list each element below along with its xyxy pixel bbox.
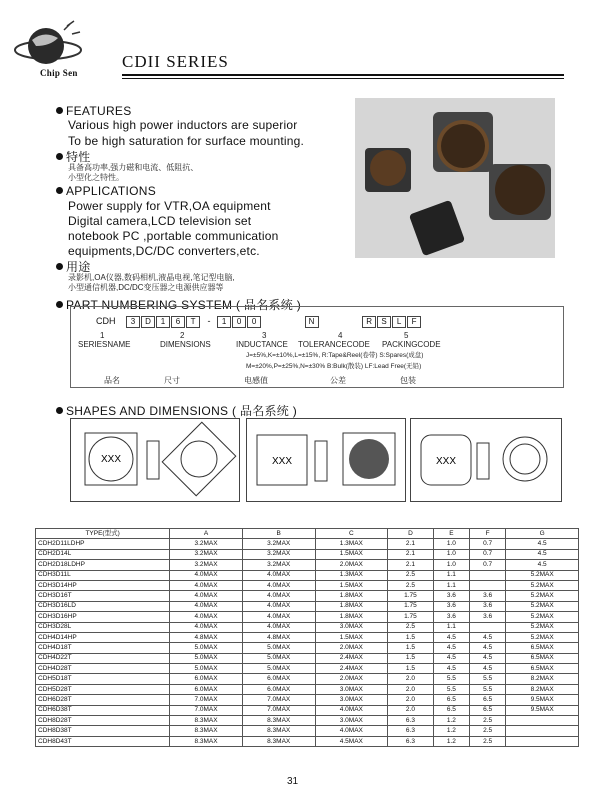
table-row [36,664,579,674]
table-row [36,716,579,726]
spec-table [35,528,579,747]
table-cell: 9.5MAX [506,705,579,715]
table-cell: 0.7 [470,560,506,570]
series-title: CDII SERIES [122,52,229,71]
table-cell: 4.5 [506,549,579,559]
table-cell: 1.0 [433,560,469,570]
table-cell: 7.0MAX [242,705,315,715]
table-cell: 2.0MAX [315,674,388,684]
pn-num-4: 4 [338,331,343,340]
table-cell: 6.0MAX [242,684,315,694]
table-cell-type: CDH8D38T [36,726,170,736]
table-cell: 4.0MAX [242,612,315,622]
applications-heading: APPLICATIONS [56,184,156,198]
table-row [36,674,579,684]
table-cell: 0.7 [470,539,506,549]
pn-box: R [362,316,376,328]
table-cell: 1.5 [388,632,434,642]
table-cell: 5.2MAX [506,570,579,580]
table-row [36,684,579,694]
table-cell: 2.5 [470,736,506,746]
table-cell: 4.5 [433,664,469,674]
pn-cn-label-2: 尺寸 [164,376,180,385]
table-cell: 3.6 [470,612,506,622]
pn-label-tolerance: TOLERANCECODE [298,340,370,349]
dimension-drawing-3 [410,418,562,502]
inductor-outline-diagram [71,419,239,501]
pn-cn-label-5: 包装 [400,376,416,385]
table-cell: 5.0MAX [242,643,315,653]
table-cell: 2.0 [388,684,434,694]
table-cell: 2.4MAX [315,653,388,663]
header-d: D [388,529,434,539]
pn-box: F [407,316,421,328]
table-cell: 6.0MAX [170,674,243,684]
table-cell: 0.7 [470,549,506,559]
table-cell-type: CDH2D11LDHP [36,539,170,549]
table-cell: 4.5 [506,560,579,570]
pn-cn-label-4: 公差 [330,376,346,385]
table-cell: 3.2MAX [170,560,243,570]
table-cell: 4.5 [433,653,469,663]
pn-prefix: CDH [96,316,116,326]
table-cell: 8.3MAX [170,716,243,726]
table-cell: 6.3 [388,716,434,726]
table-cell-type: CDH8D43T [36,736,170,746]
table-cell: 5.0MAX [170,664,243,674]
table-cell: 6.5 [433,705,469,715]
header-rule-thin [122,78,564,79]
table-cell-type: CDH4D28T [36,664,170,674]
table-cell: 1.2 [433,726,469,736]
table-cell: 5.0MAX [170,643,243,653]
table-cell: 5.2MAX [506,601,579,611]
table-cell: 4.0MAX [170,570,243,580]
part-number-example [96,316,422,328]
table-cell-type: CDH6D28T [36,695,170,705]
table-cell: 5.2MAX [506,591,579,601]
table-cell: 1.8MAX [315,591,388,601]
table-cell: 1.0 [433,539,469,549]
table-cell-type: CDH8D28T [36,716,170,726]
table-row [36,560,579,570]
table-cell: 1.2 [433,736,469,746]
table-cell-type: CDH4D14HP [36,632,170,642]
table-cell: 3.6 [470,601,506,611]
features-line-1: Various high power inductors are superior [68,118,298,132]
table-cell-type: CDH2D14L [36,549,170,559]
table-header-row [36,529,579,539]
table-cell: 2.5 [388,580,434,590]
table-cell: 8.3MAX [242,726,315,736]
table-cell-type: CDH3D28L [36,622,170,632]
applications-line-3: notebook PC ,portable communication [68,229,279,243]
table-cell: 4.0MAX [315,726,388,736]
header-b: B [242,529,315,539]
table-row [36,570,579,580]
applications-line-1: Power supply for VTR,OA equipment [68,199,271,213]
table-cell: 4.0MAX [242,570,315,580]
part-numbering-heading: PART NUMBERING SYSTEM ( 品名系统 ) [56,296,301,313]
table-cell-type: CDH3D11L [36,570,170,580]
pn-note-2: M=±20%,P=±25%,N=±30% B:Bulk(散装) LF:Lead Free(无铅) [246,363,422,370]
table-row [36,653,579,663]
header-a: A [170,529,243,539]
table-cell: 5.0MAX [242,664,315,674]
features-cn-line-1: 具备高功率,强力磁和电流、低阻抗、 [68,163,199,172]
table-cell: 4.5 [470,632,506,642]
table-row [36,601,579,611]
bullet-icon [56,301,63,308]
table-cell: 1.3MAX [315,539,388,549]
table-cell: 3.0MAX [315,684,388,694]
table-cell: 1.3MAX [315,570,388,580]
table-cell: 2.0 [388,695,434,705]
brand-name: Chip Sen [40,68,78,78]
pn-label-packing: PACKINGCODE [382,340,441,349]
table-cell: 7.0MAX [170,705,243,715]
table-row [36,591,579,601]
table-cell: 1.1 [433,622,469,632]
table-cell: 4.0MAX [242,622,315,632]
table-cell: 4.5 [433,632,469,642]
pn-num-5: 5 [404,331,409,340]
table-row [36,622,579,632]
pn-label-series: SERIESNAME [78,340,131,349]
table-cell: 6.3 [388,726,434,736]
table-cell: 5.5 [470,674,506,684]
table-cell: 5.2MAX [506,632,579,642]
pn-cn-label-1: 品名 [104,376,120,385]
table-cell: 3.2MAX [170,549,243,559]
table-cell-type: CDH3D16LD [36,601,170,611]
table-cell: 1.5MAX [315,632,388,642]
table-cell: 2.5 [470,716,506,726]
table-cell: 6.5 [470,705,506,715]
table-cell: 5.2MAX [506,612,579,622]
table-cell [506,716,579,726]
dimension-drawing-2 [246,418,406,502]
pn-note-1: J=±5%,K=±10%,L=±15%, R:Tape&Reel(卷带) S:Spares(成盘) [246,352,424,359]
table-cell: 4.0MAX [170,601,243,611]
table-cell: 5.5 [433,684,469,694]
bullet-icon [56,407,63,414]
table-cell: 2.0 [388,674,434,684]
table-cell: 3.2MAX [170,539,243,549]
table-cell: 6.5MAX [506,653,579,663]
header-e: E [433,529,469,539]
table-cell: 5.0MAX [242,653,315,663]
table-cell: 4.0MAX [242,601,315,611]
pn-num-1: 1 [100,331,105,340]
table-cell: 1.5MAX [315,549,388,559]
table-cell: 2.1 [388,560,434,570]
table-cell: 1.1 [433,580,469,590]
table-cell: 4.8MAX [170,632,243,642]
pn-label-inductance: INDUCTANCE [236,340,288,349]
table-cell: 5.0MAX [170,653,243,663]
inductor-outline-diagram [411,419,561,501]
table-cell: 3.0MAX [315,622,388,632]
table-cell: 2.5 [470,726,506,736]
table-cell: 1.5 [388,664,434,674]
table-cell: 1.1 [433,570,469,580]
table-cell: 5.2MAX [506,622,579,632]
table-cell: 2.0MAX [315,643,388,653]
table-row [36,705,579,715]
table-cell: 1.5 [388,653,434,663]
table-cell: 1.75 [388,601,434,611]
table-cell: 3.6 [433,612,469,622]
table-cell: 8.3MAX [170,736,243,746]
table-cell-type: CDH4D22T [36,653,170,663]
applications-cn-line-2: 小型通信机器,DC/DC变压器之电源供应器等 [68,283,224,292]
pn-label-dimensions: DIMENSIONS [160,340,211,349]
applications-line-2: Digital camera,LCD television set [68,214,252,228]
table-cell: 2.4MAX [315,664,388,674]
table-cell [470,570,506,580]
table-cell: 6.5 [433,695,469,705]
table-cell [506,736,579,746]
pn-num-3: 3 [262,331,267,340]
table-cell: 2.0MAX [315,560,388,570]
table-cell: 3.0MAX [315,695,388,705]
table-cell: 2.5 [388,570,434,580]
table-cell: 4.0MAX [170,591,243,601]
table-cell: 2.1 [388,539,434,549]
dimension-drawing-1 [70,418,240,502]
table-cell: 3.6 [433,601,469,611]
company-logo [14,16,86,76]
pn-box: D [141,316,155,328]
marking-text: XXX [271,456,293,467]
table-cell: 4.0MAX [242,580,315,590]
table-cell: 3.0MAX [315,716,388,726]
page-number: 31 [287,776,299,787]
table-row [36,612,579,622]
table-cell-type: CDH3D16T [36,591,170,601]
table-cell: 4.0MAX [170,622,243,632]
table-cell: 8.2MAX [506,674,579,684]
table-cell: 3.6 [470,591,506,601]
pn-dash: - [207,316,211,326]
applications-cn-line-1: 录影机,OA仪器,数码相机,液晶电视,笔记型电脑, [68,273,235,282]
table-cell: 1.5 [388,643,434,653]
table-cell: 6.5MAX [506,643,579,653]
table-row [36,549,579,559]
pn-box: 0 [232,316,246,328]
header-rule [122,74,564,76]
table-cell: 3.2MAX [242,539,315,549]
pn-box: N [305,316,319,328]
table-cell: 1.0 [433,549,469,559]
features-heading: FEATURES [56,104,132,118]
marking-text: XXX [100,454,122,465]
table-cell: 5.5 [470,684,506,694]
table-cell: 7.0MAX [170,695,243,705]
table-cell: 8.3MAX [170,726,243,736]
table-cell: 1.75 [388,591,434,601]
table-cell: 4.5 [470,664,506,674]
table-cell [470,580,506,590]
table-cell [470,622,506,632]
table-row [36,695,579,705]
bullet-icon [56,263,63,270]
table-cell: 4.5 [433,643,469,653]
table-cell: 3.2MAX [242,549,315,559]
pn-box: 0 [247,316,261,328]
marking-text: XXX [435,456,457,467]
table-cell: 1.8MAX [315,612,388,622]
inductor-outline-diagram [247,419,405,501]
table-cell-type: CDH3D14HP [36,580,170,590]
table-row [36,736,579,746]
applications-line-4: equipments,DC/DC converters,etc. [68,244,260,258]
table-cell-type: CDH4D18T [36,643,170,653]
pn-box: 1 [217,316,231,328]
features-line-2: To be high saturation for surface mounting. [68,134,305,148]
table-cell: 5.2MAX [506,580,579,590]
table-cell: 8.3MAX [242,716,315,726]
pn-box: S [377,316,391,328]
table-cell: 4.0MAX [315,705,388,715]
header-type: TYPE(型式) [36,529,170,539]
header-c: C [315,529,388,539]
table-cell-type: CDH3D16HP [36,612,170,622]
pn-box: L [392,316,406,328]
bullet-icon [56,187,63,194]
table-row [36,632,579,642]
pn-box: 1 [156,316,170,328]
table-cell: 4.0MAX [170,580,243,590]
table-cell: 6.0MAX [242,674,315,684]
table-cell: 3.2MAX [242,560,315,570]
table-cell: 5.5 [433,674,469,684]
table-cell: 1.8MAX [315,601,388,611]
table-cell: 1.5MAX [315,580,388,590]
table-cell-type: CDH5D28T [36,684,170,694]
product-photo [355,98,555,258]
table-row [36,643,579,653]
table-cell: 2.1 [388,549,434,559]
table-cell: 6.3 [388,736,434,746]
table-row [36,539,579,549]
table-cell: 3.6 [433,591,469,601]
table-cell: 4.8MAX [242,632,315,642]
table-cell: 7.0MAX [242,695,315,705]
table-cell: 6.5 [470,695,506,705]
table-cell: 8.3MAX [242,736,315,746]
table-row [36,580,579,590]
pn-num-2: 2 [180,331,185,340]
table-cell: 6.5MAX [506,664,579,674]
table-cell-type: CDH5D18T [36,674,170,684]
pn-box: T [186,316,200,328]
table-cell: 2.5 [388,622,434,632]
table-cell: 4.5 [470,653,506,663]
bullet-icon [56,107,63,114]
pn-box: 6 [171,316,185,328]
table-cell: 4.5 [506,539,579,549]
features-cn-heading: 特性 [56,148,91,165]
table-cell [506,726,579,736]
table-cell: 1.2 [433,716,469,726]
header-g: G [506,529,579,539]
table-cell: 4.5 [470,643,506,653]
bullet-icon [56,153,63,160]
features-cn-line-2: 小型化之特性。 [68,173,124,182]
table-cell: 4.0MAX [242,591,315,601]
table-cell: 9.5MAX [506,695,579,705]
pn-cn-label-3: 电感值 [244,376,268,385]
table-cell: 8.2MAX [506,684,579,694]
shapes-heading: SHAPES AND DIMENSIONS ( 品名系统 ) [56,402,297,419]
table-cell: 2.0 [388,705,434,715]
pn-box: 3 [126,316,140,328]
applications-cn-heading: 用途 [56,258,91,275]
table-cell: 4.5MAX [315,736,388,746]
table-cell-type: CDH2D18LDHP [36,560,170,570]
table-cell: 6.0MAX [170,684,243,694]
table-cell: 1.75 [388,612,434,622]
header-f: F [470,529,506,539]
table-row [36,726,579,736]
table-cell: 4.0MAX [170,612,243,622]
table-cell-type: CDH6D38T [36,705,170,715]
